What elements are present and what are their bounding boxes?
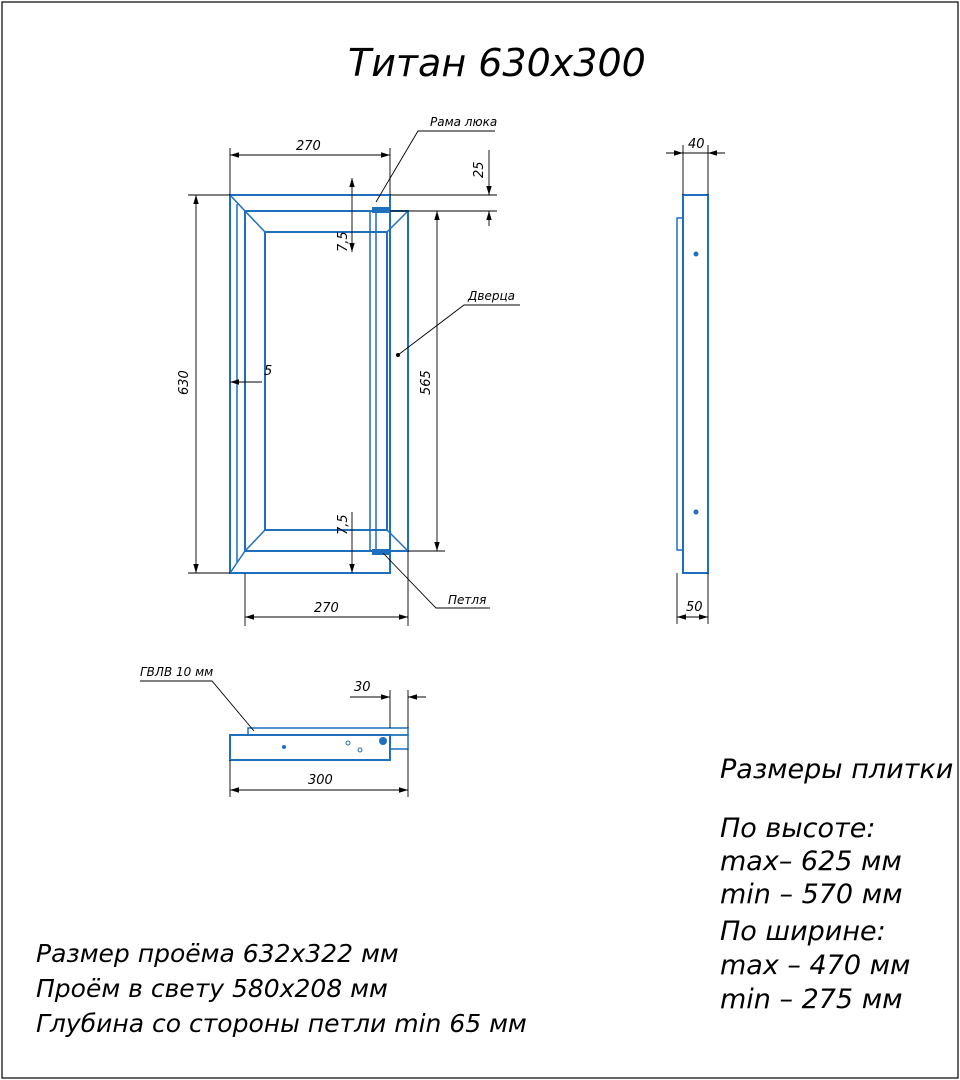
label-gvl: ГВЛВ 10 мм [140,665,214,679]
leader-gvl [140,681,254,731]
dim-gap-top: 7,5 [336,231,351,252]
leader-door [398,305,520,355]
tile-width-max: max – 470 мм [720,950,911,981]
dim-side-top: 40 [688,137,705,152]
tile-height-min: min – 570 мм [720,879,903,910]
plan-dot [379,737,387,745]
plan-view [140,665,426,797]
label-frame: Рама люка [430,115,498,129]
tile-sizes-heading: Размеры плитки [720,754,954,785]
note-clear-opening: Проём в свету 580х208 мм [36,974,388,1003]
tile-sizes-block [720,754,953,1015]
drawing-title: Титан 630х300 [348,41,646,85]
dim-door-height: 565 [419,370,434,395]
dim-height: 630 [177,370,192,395]
door-inner [265,232,387,530]
dim-top-width: 270 [296,139,321,154]
hinge-block [372,207,390,213]
notes-block [36,939,527,1038]
side-dot [694,510,699,515]
bevel-line [245,211,265,232]
dim-gap-bottom: 7,5 [336,514,351,535]
plan-dot [282,745,286,749]
side-view [666,137,725,624]
plan-gvl [248,728,408,735]
side-dot [694,252,699,257]
tile-width-min: min – 275 мм [720,984,903,1015]
note-opening-size: Размер проёма 632х322 мм [36,939,399,968]
dim-frame-offset: 25 [472,161,487,178]
plan-body [230,735,390,760]
frame-outer [230,195,390,573]
dim-inner-offset: 5 [264,364,273,379]
label-hinge: Петля [448,593,487,607]
plan-dot [358,748,362,752]
bevel-line [245,530,265,551]
dim-bottom-width: 270 [314,601,339,616]
tile-height-label: По высоте: [720,813,876,844]
label-door: Дверца [468,289,515,303]
dim-side-bottom: 50 [686,600,703,615]
plan-dot [346,741,350,745]
plan-hinge-block [390,735,408,749]
dim-plan-width: 300 [308,773,333,788]
front-view [177,115,520,626]
hinge-block [372,549,390,555]
dim-plan-offset: 30 [354,680,371,695]
note-hinge-depth: Глубина со стороны петли min 65 мм [36,1009,527,1038]
door-outer [245,211,408,551]
tile-height-max: max– 625 мм [720,846,902,877]
tile-width-label: По ширине: [720,916,886,947]
